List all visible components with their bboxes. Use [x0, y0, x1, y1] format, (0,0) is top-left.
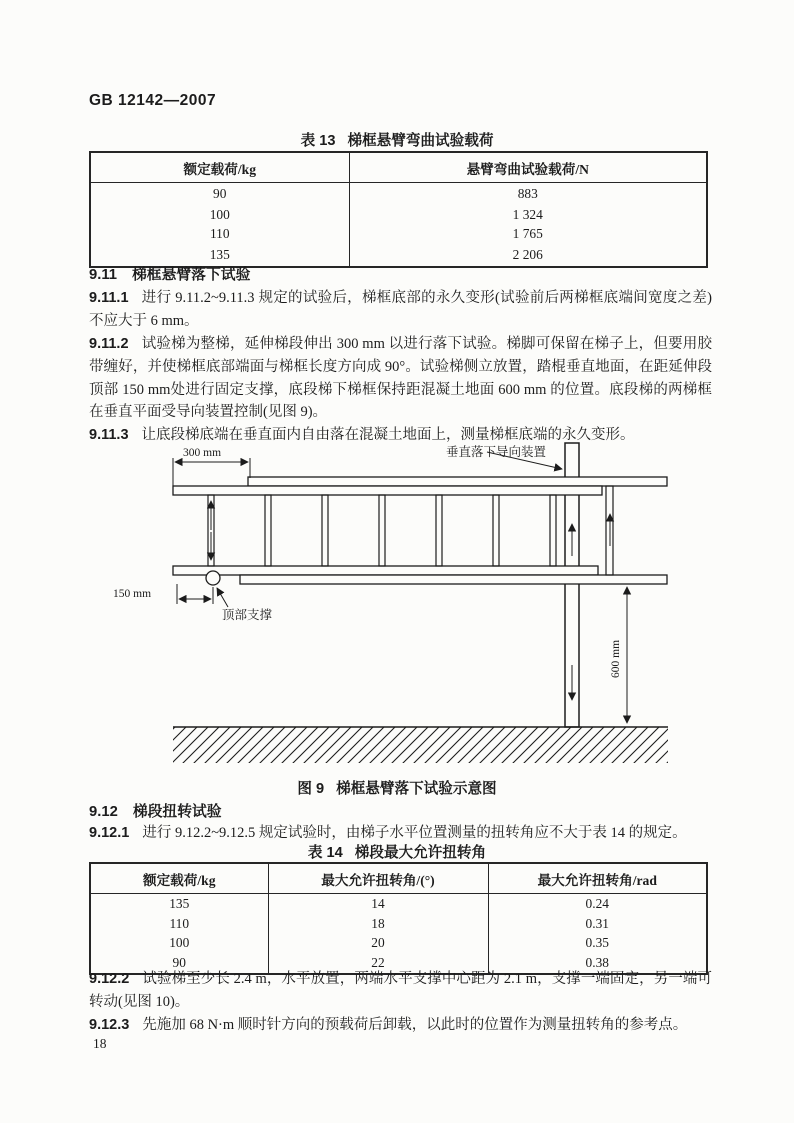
top-support-shape: [206, 571, 220, 585]
cell-deg: 18: [268, 915, 488, 934]
section-title: 梯框悬臂落下试验: [131, 267, 251, 283]
outer-top-rail: [248, 477, 667, 486]
cell-deg: 22: [268, 953, 488, 974]
cell-load: 100: [169, 935, 190, 950]
outer-bottom-rail: [240, 575, 667, 584]
clause-9112: [89, 333, 712, 424]
cell-value: 2 206: [349, 244, 707, 267]
clause-9111: [89, 287, 712, 333]
cell-value: 883: [349, 183, 707, 206]
guide-label: 垂直落下导向装置: [446, 445, 547, 459]
inner-bottom-rail: [173, 566, 598, 575]
clause-9122: [89, 968, 712, 1014]
cell-rad: 0.35: [488, 934, 707, 953]
inner-top-rail: [173, 486, 602, 495]
cell-load: 90: [213, 186, 227, 202]
clause-number: 9.12.1: [89, 825, 130, 841]
dim-300: [173, 447, 250, 487]
figure9-caption: [0, 777, 794, 798]
dim-150: [113, 584, 213, 604]
section-number: 9.11: [89, 267, 117, 283]
ground-hatch: [173, 727, 668, 763]
clause-text: 试验梯至少长 2.4 m，水平放置，两端水平支撑中心距为 2.1 m，支撑一端固定，另一端可转动(见图 10)。: [89, 971, 712, 1010]
cell-deg: 20: [268, 934, 488, 953]
table13-title: [0, 129, 794, 150]
cell-load: 90: [172, 954, 186, 970]
clause-number: 9.11.2: [89, 336, 129, 352]
cell-rad: 0.24: [488, 894, 707, 915]
figure9-number: 图 9: [297, 781, 325, 797]
section-title: 梯段扭转试验: [132, 804, 222, 820]
cell-load: 135: [169, 896, 190, 912]
standard-number-header: GB 12142—2007: [89, 92, 217, 109]
top-support-label: 顶部支撑: [222, 608, 273, 622]
cell-load: 110: [169, 916, 190, 931]
table13-caption: 梯框悬臂弯曲试验载荷: [347, 133, 494, 149]
section-number: 9.12: [89, 804, 118, 820]
clause-number: 9.12.3: [89, 1017, 130, 1033]
clause-9123: [89, 1014, 712, 1037]
clause-text: 先施加 68 N·m 顺时针方向的预载荷后卸载，以此时的位置作为测量扭转角的参考点。: [142, 1017, 688, 1033]
table14-header-row: [90, 863, 707, 894]
clause-text: 进行 9.12.2~9.12.5 规定试验时，由梯子水平位置测量的扭转角应不大于表 14 的规定。: [142, 825, 687, 841]
table-row: [90, 894, 707, 915]
table-row: [90, 225, 707, 244]
cell-load: 135: [209, 246, 230, 262]
figure9-drawing: [0, 440, 794, 776]
table13-header-row: [90, 152, 707, 183]
table13: [89, 151, 708, 268]
cell-deg: 14: [268, 894, 488, 915]
cell-load: 100: [209, 207, 230, 222]
section-911-heading: [89, 263, 729, 284]
page-number: 18: [93, 1036, 107, 1051]
dim-150-label: 150 mm: [113, 588, 152, 600]
table13-col-rated-load: 额定载荷/kg: [90, 152, 349, 183]
table13-number: 表 13: [300, 133, 336, 149]
cell-value: 1 765: [349, 225, 707, 244]
table14: [89, 862, 708, 975]
clause-number: 9.11.1: [89, 290, 129, 306]
cell-value: 1 324: [349, 206, 707, 225]
table-row: [90, 915, 707, 934]
section-912-heading: [89, 800, 729, 821]
clause-number: 9.11.3: [89, 427, 129, 443]
clause-text: 试验梯为整梯，延伸梯段伸出 300 mm 以进行落下试验。梯脚可保留在梯子上，但要用胶带缠好，并使梯框底部端面与梯框长度方向成 90°。试验梯侧立放置，踏棍垂直地面，在距延伸段顶部 150 mm处进行固定支撑，底段梯下梯框保持距混凝土地面 600 mm 的位置。底段梯的两梯框在垂直平面受导向装置控制(见图 9)。: [89, 336, 712, 421]
table-row: [90, 183, 707, 206]
table14-col-angle-rad: 最大允许扭转角/rad: [488, 863, 707, 894]
cell-rad: 0.31: [488, 915, 707, 934]
ladder-rungs: [208, 486, 613, 575]
dim-300-label: 300 mm: [183, 447, 222, 459]
cell-rad: 0.38: [488, 953, 707, 974]
clause-text: 让底段梯底端在垂直面内自由落在混凝土地面上，测量梯框底端的永久变形。: [141, 427, 635, 443]
table14-col-angle-deg: 最大允许扭转角/(°): [268, 863, 488, 894]
table-row: [90, 206, 707, 225]
figure9-caption-text: 梯框悬臂落下试验示意图: [336, 781, 497, 797]
top-support-annotation: [217, 588, 273, 622]
table14-caption: 梯段最大允许扭转角: [354, 845, 487, 861]
guide-annotation: [446, 444, 562, 469]
table14-col-rated-load: 额定载荷/kg: [90, 863, 268, 894]
table13-col-bend-load: 悬臂弯曲试验载荷/N: [349, 152, 707, 183]
table-row: [90, 934, 707, 953]
clause-text: 进行 9.11.2~9.11.3 规定的试验后，梯框底部的永久变形(试验前后两梯框底端间宽度之差)不应大于 6 mm。: [89, 290, 712, 329]
cell-load: 110: [209, 226, 230, 241]
clause-number: 9.12.2: [89, 971, 130, 987]
table14-title: [0, 841, 794, 862]
dim-600: [610, 587, 627, 723]
table14-number: 表 14: [307, 845, 343, 861]
dim-600-label: 600 mm: [610, 639, 622, 678]
